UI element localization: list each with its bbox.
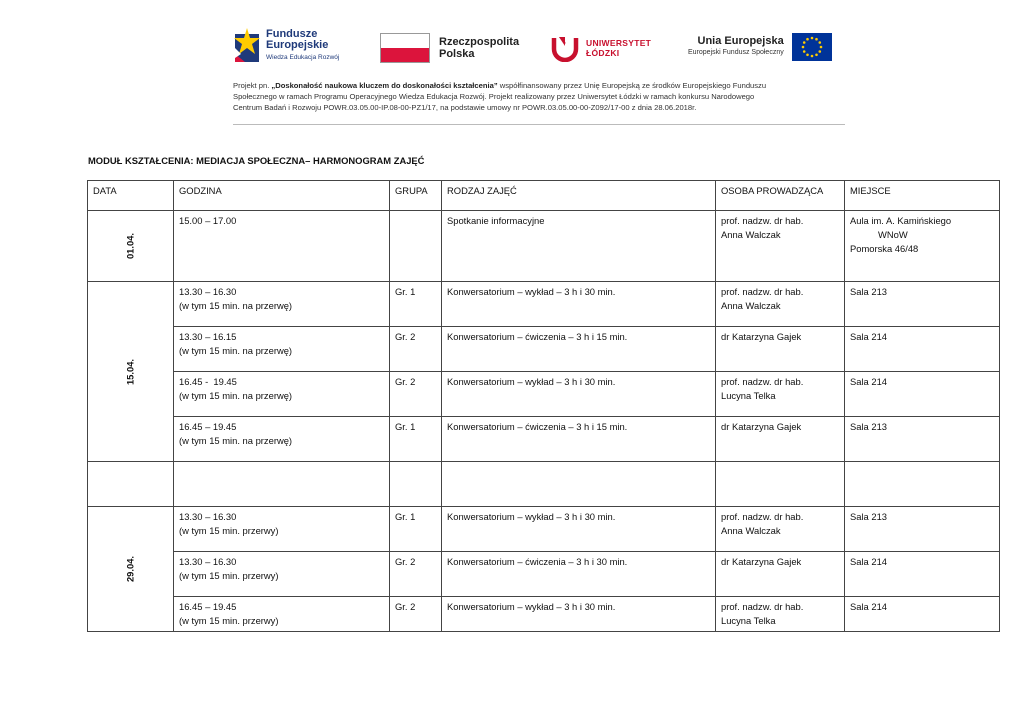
logo-bar (0, 0, 1024, 76)
table-row (88, 507, 1000, 552)
project-statement (233, 80, 845, 113)
col-header-type: RODZAJ ZAJĘĆ (442, 181, 716, 211)
rzeczpospolita-polska-logo (380, 33, 519, 63)
person-cell: prof. nadzw. dr hab. Lucyna Telka (716, 372, 845, 417)
group-cell: Gr. 2 (390, 372, 442, 417)
fe-logo-line1: Fundusze (266, 28, 318, 40)
group-cell (390, 211, 442, 282)
fe-logo-line2: Europejskie (266, 39, 329, 51)
uniwersytet-lodzki-mark-icon (550, 34, 580, 62)
ue-logo-line1: Unia Europejska (697, 35, 784, 47)
empty-cell (845, 462, 1000, 507)
place-cell: Sala 213 (845, 282, 1000, 327)
group-cell: Gr. 2 (390, 327, 442, 372)
table-row (88, 282, 1000, 327)
time-cell: 13.30 – 16.30 (w tym 15 min. na przerwę) (174, 282, 390, 327)
table-row (88, 597, 1000, 632)
empty-cell (88, 462, 174, 507)
place-cell: Sala 214 (845, 597, 1000, 632)
type-cell: Konwersatorium – wykład – 3 h i 30 min. (442, 372, 716, 417)
time-cell: 13.30 – 16.30 (w tym 15 min. przerwy) (174, 552, 390, 597)
person-cell: prof. nadzw. dr hab. Anna Walczak (716, 211, 845, 282)
date-cell (88, 282, 174, 462)
place-cell: Aula im. A. Kamińskiego WNoW Pomorska 46/48 (845, 211, 1000, 282)
unia-europejska-logo (688, 33, 832, 61)
group-cell: Gr. 2 (390, 552, 442, 597)
table-row (88, 327, 1000, 372)
person-cell: prof. nadzw. dr hab. Lucyna Telka (716, 597, 845, 632)
date-label: 29.04. (124, 555, 136, 583)
time-cell: 15.00 – 17.00 (174, 211, 390, 282)
empty-cell (390, 462, 442, 507)
place-cell: Sala 213 (845, 417, 1000, 462)
page-title: MODUŁ KSZTAŁCENIA: MEDIACJA SPOŁECZNA– HARMONOGRAM ZAJĘĆ (88, 155, 425, 166)
group-cell: Gr. 2 (390, 597, 442, 632)
time-cell: 16.45 – 19.45 (w tym 15 min. przerwy) (174, 597, 390, 632)
header-divider (233, 124, 845, 125)
type-cell: Konwersatorium – ćwiczenia – 3 h i 15 min. (442, 327, 716, 372)
table-row (88, 211, 1000, 282)
time-cell: 16.45 - 19.45 (w tym 15 min. na przerwę) (174, 372, 390, 417)
project-line-1: Projekt pn. „Doskonałość naukowa kluczem do doskonałości kształcenia” współfinansowany przez Unię Europejską ze środków Europejskiego Funduszu (233, 81, 767, 90)
person-cell: prof. nadzw. dr hab. Anna Walczak (716, 282, 845, 327)
date-label: 01.04. (124, 232, 136, 260)
empty-cell (442, 462, 716, 507)
uniwersytet-lodzki-logo (550, 34, 651, 62)
empty-cell (174, 462, 390, 507)
table-row-empty (88, 462, 1000, 507)
project-line-3: Centrum Badań i Rozwoju POWR.03.05.00-IP.08-00-PZ1/17, na podstawie umowy nr POWR.03.05.00-00-Z092/17-00 z dnia 28.06.2018r. (233, 103, 697, 112)
table-row (88, 417, 1000, 462)
type-cell: Konwersatorium – wykład – 3 h i 30 min. (442, 282, 716, 327)
place-cell: Sala 214 (845, 372, 1000, 417)
col-header-place: MIEJSCE (845, 181, 1000, 211)
col-header-person: OSOBA PROWADZĄCA (716, 181, 845, 211)
type-cell: Konwersatorium – wykład – 3 h i 30 min. (442, 507, 716, 552)
fe-logo-line3: Wiedza Edukacja Rozwój (266, 54, 340, 61)
ul-logo-line1: UNIWERSYTET (586, 38, 652, 48)
person-cell: dr Katarzyna Gajek (716, 552, 845, 597)
eu-flag-icon (792, 33, 832, 61)
project-title: „Doskonałość naukowa kluczem do doskonałości kształcenia” (271, 81, 498, 90)
ue-logo-line2: Europejski Fundusz Społeczny (688, 49, 784, 56)
group-cell: Gr. 1 (390, 507, 442, 552)
col-header-time: GODZINA (174, 181, 390, 211)
group-cell: Gr. 1 (390, 282, 442, 327)
fundusze-europejskie-logo (232, 28, 339, 64)
person-cell: dr Katarzyna Gajek (716, 327, 845, 372)
polish-flag-icon (380, 33, 430, 63)
ul-logo-line2: ŁÓDZKI (586, 48, 620, 58)
type-cell: Spotkanie informacyjne (442, 211, 716, 282)
project-line-2: Społecznego w ramach Programu Operacyjnego Wiedza Edukacja Rozwój. Projekt realizowany przez Uniwersytet Łódzki w ramach konkursu Narodowego (233, 92, 755, 101)
place-cell: Sala 214 (845, 327, 1000, 372)
fundusze-europejskie-star-icon (232, 28, 262, 64)
time-cell: 13.30 – 16.30 (w tym 15 min. przerwy) (174, 507, 390, 552)
date-label: 15.04. (124, 358, 136, 385)
table-row (88, 552, 1000, 597)
time-cell: 16.45 – 19.45 (w tym 15 min. na przerwę) (174, 417, 390, 462)
person-cell: prof. nadzw. dr hab. Anna Walczak (716, 507, 845, 552)
table-header-row (88, 181, 1000, 211)
type-cell: Konwersatorium – ćwiczenia – 3 h i 15 min. (442, 417, 716, 462)
empty-cell (716, 462, 845, 507)
table-row (88, 372, 1000, 417)
person-cell: dr Katarzyna Gajek (716, 417, 845, 462)
date-cell (88, 211, 174, 282)
rp-logo-line2: Polska (439, 48, 475, 60)
time-cell: 13.30 – 16.15 (w tym 15 min. na przerwę) (174, 327, 390, 372)
group-cell: Gr. 1 (390, 417, 442, 462)
col-header-group: GRUPA (390, 181, 442, 211)
col-header-date: DATA (88, 181, 174, 211)
rp-logo-line1: Rzeczpospolita (439, 36, 520, 48)
type-cell: Konwersatorium – wykład – 3 h i 30 min. (442, 597, 716, 632)
place-cell: Sala 213 (845, 507, 1000, 552)
type-cell: Konwersatorium – ćwiczenia – 3 h i 30 min. (442, 552, 716, 597)
schedule-table (87, 180, 1000, 632)
place-cell: Sala 214 (845, 552, 1000, 597)
date-cell (88, 507, 174, 632)
